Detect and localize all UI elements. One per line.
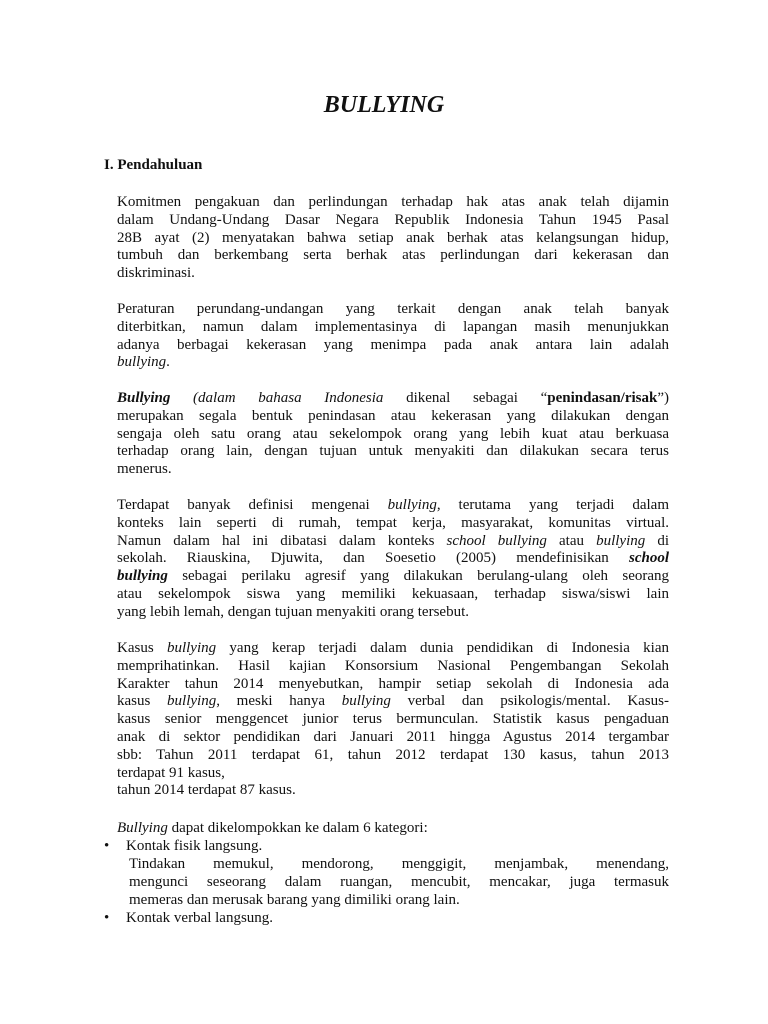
bold-italic-term: school <box>628 550 669 567</box>
text-line: merupakan segala bentuk penindasan atau kekerasan yang dilakukan dengan <box>117 407 669 424</box>
italic-text: (dalam bahasa Indonesia <box>170 390 384 406</box>
text-line <box>117 390 669 408</box>
bullet-icon: • <box>104 838 110 854</box>
text-run: ”) <box>657 390 669 406</box>
text-run: Terdapat banyak definisi mengenai <box>117 497 388 513</box>
paragraph-categories <box>117 820 669 838</box>
text-line: terhadap orang lain, dengan tujuan untuk menyakiti dan dilakukan secara terus <box>117 443 669 460</box>
italic-term: bullying <box>596 532 646 549</box>
text-line: konteks lain seperti di rumah, tempat kerja, masyarakat, komunitas virtual. <box>117 514 669 531</box>
italic-term: bullying <box>167 693 217 710</box>
text-line: terdapat 91 kasus, <box>117 764 225 781</box>
paragraph-regulation <box>117 301 669 372</box>
category-list-continued <box>104 910 669 928</box>
text-line: diskriminasi. <box>117 265 195 282</box>
text-line: diterbitkan, namun dalam implementasinya di lapangan masih menunjukkan <box>117 318 669 335</box>
text-line: menerus. <box>117 461 172 478</box>
bold-italic-term: Bullying <box>117 390 171 406</box>
text-line <box>117 533 669 551</box>
italic-term: Bullying <box>117 820 168 836</box>
text-line: atau sekelompok siswa yang memiliki kekuasaan, terhadap siswa/siswi lain <box>117 585 669 602</box>
text-line <box>117 693 669 711</box>
list-item-label: Kontak verbal langsung. <box>126 910 274 926</box>
text-line <box>117 640 669 658</box>
text-line <box>117 550 669 568</box>
text-run: Kasus <box>117 640 167 656</box>
document-title: BULLYING <box>323 92 445 118</box>
italic-term: bullying <box>117 354 167 371</box>
list-item <box>104 838 669 856</box>
italic-term: bullying <box>166 640 217 656</box>
italic-term: school bullying <box>446 532 547 549</box>
italic-term: bullying <box>387 497 437 513</box>
text-line: memprihatinkan. Hasil kajian Konsorsium Nasional Pengembangan Sekolah <box>117 657 669 674</box>
bullet-description <box>129 856 669 909</box>
text-run: dapat dikelompokkan ke dalam 6 kategori: <box>167 820 428 836</box>
text-line: tumbuh dan berkembang serta berhak atas perlindungan dari kekerasan dan <box>117 247 669 264</box>
text-line: sengaja oleh satu orang atau sekelompok orang yang lebih kuat atau berkuasa <box>117 425 669 442</box>
punctuation: . <box>166 354 170 371</box>
bold-term: penindasan/risak <box>547 390 658 406</box>
text-line: tahun 2014 terdapat 87 kasus. <box>117 782 296 799</box>
text-run: , meski hanya <box>216 693 342 710</box>
text-run: , terutama yang terjadi dalam <box>436 497 669 513</box>
text-line: memeras dan merusak barang yang dimiliki orang lain. <box>129 891 460 908</box>
bold-italic-term: bullying <box>117 568 168 585</box>
bullet-icon: • <box>104 910 110 926</box>
text-line: Peraturan perundang-undangan yang terkait dengan anak telah banyak <box>117 301 669 317</box>
text-line: yang lebih lemah, dengan tujuan menyakiti orang tersebut. <box>117 603 469 620</box>
italic-term: bullying <box>341 693 391 710</box>
text-line: dalam Undang-Undang Dasar Negara Republik Indonesia Tahun 1945 Pasal <box>117 211 669 228</box>
text-run: sebagai perilaku agresif yang dilakukan berulang-ulang oleh seorang <box>167 568 669 585</box>
paragraph-school-bullying <box>117 497 669 622</box>
text-line <box>117 497 669 515</box>
text-line: sbb: Tahun 2011 terdapat 61, tahun 2012 terdapat 130 kasus, tahun 2013 <box>117 746 669 763</box>
text-line <box>117 820 669 838</box>
text-run: Namun dalam hal ini dibatasi dalam konteks <box>117 532 447 549</box>
text-line: Karakter tahun 2014 menyebutkan, hampir setiap sekolah di Indonesia ada <box>117 675 669 692</box>
text-run: dikenal sebagai “ <box>383 390 548 406</box>
text-line: adanya berbagai kekerasan yang menimpa pada anak antara lain adalah <box>117 336 669 353</box>
text-run: di <box>645 532 669 549</box>
text-run: atau <box>546 532 597 549</box>
text-line <box>117 568 669 586</box>
list-item <box>104 910 669 928</box>
text-line <box>117 354 669 372</box>
text-line: anak di sektor pendidikan dari Januari 2011 hingga Agustus 2014 tergambar <box>117 728 669 745</box>
category-list <box>104 838 669 856</box>
text-run: sekolah. Riauskina, Djuwita, dan Soesetio (2005) mendefinisikan <box>117 550 629 567</box>
text-line: 28B ayat (2) menyatakan bahwa setiap anak berhak atas kelangsungan hidup, <box>117 229 669 246</box>
list-item-label: Kontak fisik langsung. <box>126 838 263 854</box>
paragraph-definition <box>117 390 669 479</box>
text-run: yang kerap terjadi dalam dunia pendidikan di Indonesia kian <box>216 640 669 656</box>
paragraph-cases <box>117 640 669 800</box>
text-line: Komitmen pengakuan dan perlindungan terhadap hak atas anak telah dijamin <box>117 194 669 210</box>
text-line: Tindakan memukul, mendorong, menggigit, menjambak, menendang, <box>129 856 669 872</box>
text-run: verbal dan psikologis/mental. Kasus- <box>390 693 669 710</box>
text-line: kasus senior menggencet junior terus bermunculan. Statistik kasus pengaduan <box>117 711 669 728</box>
text-run: kasus <box>117 693 168 710</box>
paragraph-intro <box>117 194 669 283</box>
text-line: mengunci seseorang dalam ruangan, mencubit, mencakar, juga termasuk <box>129 873 669 890</box>
section-heading: I. Pendahuluan <box>104 157 203 173</box>
